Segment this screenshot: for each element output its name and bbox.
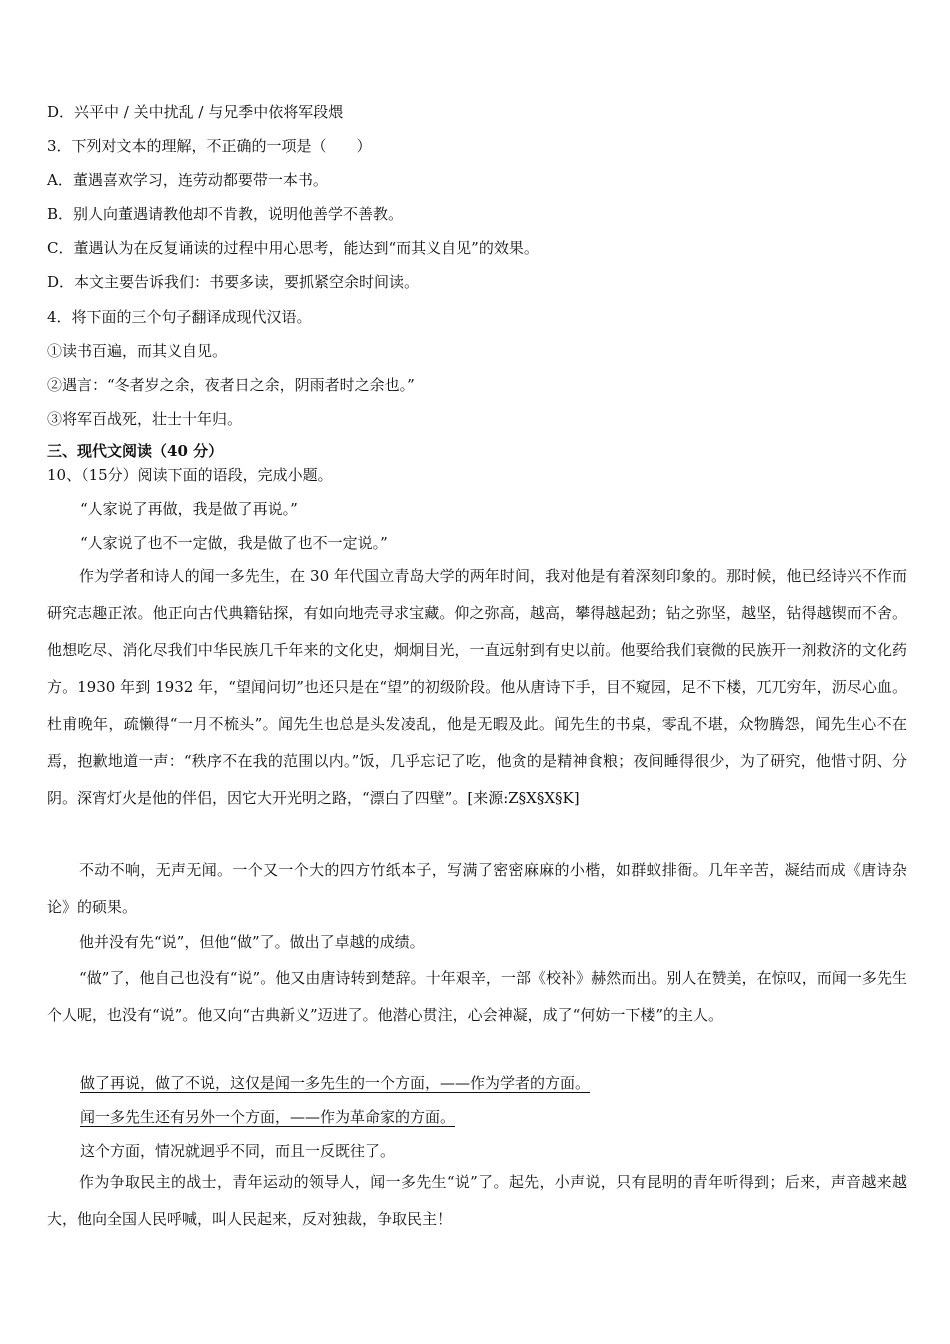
q3-option-a: A．董遇喜欢学习，连劳动都要带一本书。 — [47, 171, 328, 189]
q3-option-b: B．别人向董遇请教他却不肯教，说明他善学不善教。 — [47, 205, 404, 223]
passage-paragraph-2: 不动不响，无声无闻。一个又一个大的四方竹纸本子，写满了密密麻麻的小楷，如群蚁排衙。几年辛苦，凝结而成《唐诗杂论》的硕果。 — [47, 861, 907, 916]
q4-item-2: ②遇言：“冬者岁之余，夜者日之余，阴雨者时之余也。” — [47, 376, 415, 394]
q4-stem: 4．将下面的三个句子翻译成现代汉语。 — [47, 308, 312, 326]
quote-2: “人家说了也不一定做，我是做了也不一定说。” — [80, 534, 388, 552]
underlined-sentence-1: 做了再说，做了不说，这仅是闻一多先生的一个方面，——作为学者的方面。 — [80, 1074, 591, 1092]
q3-option-d: D．本文主要告诉我们：书要多读，要抓紧空余时间读。 — [47, 273, 420, 291]
section-heading: 三、现代文阅读（40 分） — [47, 442, 224, 460]
underlined-sentence-2: 闻一多先生还有另外一个方面，——作为革命家的方面。 — [80, 1108, 456, 1126]
q2-option-d: D．兴平中 / 关中扰乱 / 与兄季中依将军段煨 — [47, 103, 344, 121]
passage-paragraph-6: 作为争取民主的战士，青年运动的领导人，闻一多先生“说”了。起先，小声说，只有昆明的青年听得到；后来，声音越来越大，他向全国人民呼喊，叫人民起来，反对独裁，争取民主！ — [47, 1173, 907, 1228]
q3-stem: 3．下列对文本的理解，不正确的一项是（ ） — [47, 137, 372, 155]
q10-stem: 10、（15分）阅读下面的语段，完成小题。 — [47, 466, 333, 484]
passage-paragraph-3: 他并没有先“说”，但他“做”了。做出了卓越的成绩。 — [79, 933, 425, 951]
q4-item-1: ①读书百遍，而其义自见。 — [47, 342, 228, 360]
q3-option-c: C．董遇认为在反复诵读的过程中用心思考，能达到“而其义自见”的效果。 — [47, 239, 539, 257]
passage-paragraph-4: “做”了，他自己也没有“说”。他又由唐诗转到楚辞。十年艰辛，一部《校补》赫然而出。别人在赞美，在惊叹，而闻一多先生个人呢，也没有“说”。他又向“古典新义”迈进了。他潜心贯注，心会神凝，成了“何妨一下楼”的主人。 — [47, 969, 907, 1024]
passage-paragraph-5: 这个方面，情况就迥乎不同，而且一反既往了。 — [80, 1142, 396, 1160]
passage-paragraph-1: 作为学者和诗人的闻一多先生，在 30 年代国立青岛大学的两年时间，我对他是有着深刻印象的。那时候，他已经诗兴不作而研究志趣正浓。他正向古代典籍钻探，有如向地壳寻求宝藏。仰之弥高，越高，攀得越起劲；钻之弥坚，越坚，钻得越锲而不舍。他想吃尽、消化尽我们中华民族几千年来的文化史，炯炯目光，一直远射到有史以前。他要给我们衰微的民族开一剂救济的文化药方。1930 年到 1932 年，“望闻问切”也还只是在“望”的初级阶段。他从唐诗下手，目不窥园，足不下楼，兀兀穷年，沥尽心血。杜甫晚年，疏懒得“一月不梳头”。闻先生也总是头发凌乱，他是无暇及此。闻先生的书桌，零乱不堪，众物腾怨，闻先生心不在焉，抱歉地道一声：“秩序不在我的范围以内。”饭，几乎忘记了吃，他贪的是精神食粮；夜间睡得很少，为了研究，他惜寸阴、分阴。深宵灯火是他的伴侣，因它大开光明之路，“漂白了四壁”。[来源:Z§X§X§K] — [47, 567, 907, 807]
q4-item-3: ③将军百战死，壮士十年归。 — [47, 410, 243, 428]
quote-1: “人家说了再做，我是做了再说。” — [80, 500, 298, 518]
